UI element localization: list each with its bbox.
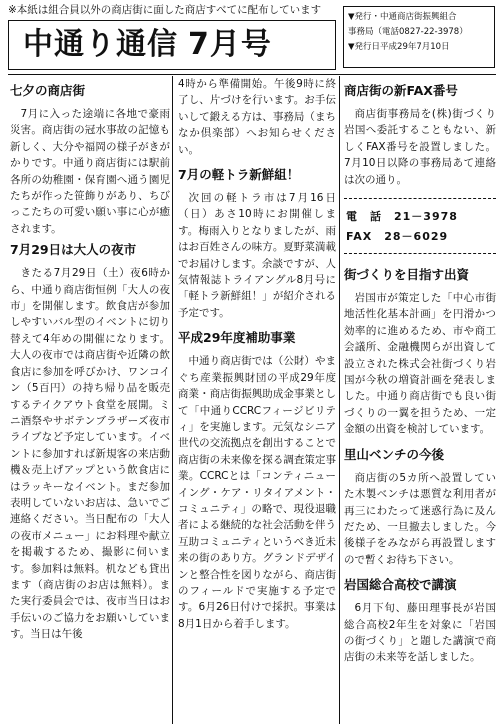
article-tanabata-title: 七夕の商店街: [10, 83, 86, 98]
column-divider-1: [172, 76, 173, 724]
contact-box: [344, 198, 496, 254]
contact-fax: FAX 28－6029: [346, 230, 449, 244]
column-divider-2: [339, 76, 340, 724]
article-investment-body: 岩国市が策定した「中心市街地活性化基本計画」を円滑かつ効率的に進めるため、市や商工会議所、金融機関らが出資して設立された株式会社街づくり岩国が今秋の増資計画を発表しました。中通り商店街でも良い街づくりの一翼を担うため、一定金額の出資を検討しています。: [344, 292, 496, 436]
article-lecture-body: 6月下旬、藤田理事長が岩国総合高校2年生を対象に「岩国の街づくり」と題した講演で商店街の未来等を話しました。: [344, 602, 496, 664]
publisher-phone: 事務局（電話0827-22-3978）: [348, 27, 468, 37]
article-bench-title: 里山ベンチの今後: [344, 446, 445, 462]
article-investment-title: 街づくりを目指す出資: [344, 267, 470, 283]
article-night-market-body: きたる7月29日（土）夜6時から、中通り商店街恒例「大人の夜市」を開催します。飲食店が参加しやすいバル型のイベントに切り替えて4年めの開催になります。大人の夜市では商店街や近隣の飲食店に参加を呼びかけ、ワンコイン（5百円）の持ち帰り品を販売するテイクアウト食堂を展開。ミニ酒祭やサボテンブラザーズ夜市ライブなど予定しています。イベントに参加すれば新規客の来店動機＆売上げアップという飲食店にはラッキーなイベント。まだ参加表明していないお店は、急いでご連絡ください。当日配布の「大人の夜市メニュー」にお料理や献立を掲載するため、撮影に伺います。参加料は無料。机なども貸出ます（商店街のお店は無料）。また実行委員会では、夜市当日はお手伝いのご協力をお願いしています。当日は午後: [10, 267, 170, 641]
article-bench-body: 商店街の5カ所へ設置していた木製ベンチは悪質な利用者が再三にわたって迷惑行為に及んだため、一旦撤去しました。今後様子をみながら再設置しますので暫くお待ち下さい。: [344, 471, 496, 566]
contact-phone: 電 話 21－3978: [346, 210, 458, 224]
article-night-market-continued: 4時から準備開始。午後9時に終了し、片づけを行います。お手伝いして鍛える方は、事務局（まちなか倶楽部）へお知らせください。: [178, 78, 336, 156]
publisher-line: ▼発行・中通商店街振興組合: [348, 12, 457, 22]
column-3: [344, 78, 496, 670]
article-lecture-title: 岩国総合高校で講演: [344, 577, 457, 593]
article-night-market-title: 7月29日は大人の夜市: [10, 242, 137, 258]
article-truck-market-body: 次回の軽トラ市は7月16日（日）あさ10時にお開催します。梅雨入りとなりましたが、雨はお百姓さんの味方。夏野菜満載でお届けします。余談ですが、人気情報誌トライアングル8月号に「軽トラ新鮮組！」が紹介される予定です。: [178, 192, 336, 319]
publisher-box: [343, 6, 495, 68]
article-subsidy-title: 平成29年度補助事業: [178, 330, 296, 346]
article-fax-title: 商店街の新FAX番号: [344, 83, 458, 98]
article-subsidy-body: 中通り商店街では（公財）やまぐち産業振興財団の平成29年度商業・商店街振興助成金事業として「中通りCCRCフィージビリティ」を実施します。元気なシニア世代の交流拠点を創出することで商店街の未来像を探る調査策定事業。CCRCとは「コンティニューイング・ケア・リタイアメント・コミュニティ」の略で、現役退職者による継続的な社会活動を伴う互助コミュニティというべき近未来の街のあり方。グランドデザインと整合性を図りながら、商店街のフィールドで実施する予定です。6月26日付けで採択。事業は8月1日から着手します。: [178, 355, 336, 630]
newsletter-name: 中通り通信: [23, 27, 178, 62]
header-rule: [8, 74, 496, 75]
article-tanabata-body: 7月に入った途端に各地で豪雨災害。商店街の冠水事故の記憶も新しく、大分や福岡の様子がきがかりです。中通り商店街には駅前各所の幼稚園・保育園へ通う園児たちが作った笹飾りがあり、ちびっこたちの可愛い願い事に心が癒されます。: [10, 108, 170, 235]
article-truck-market-title: 7月の軽トラ新鮮組！: [178, 167, 300, 183]
article-fax-body: 商店街事務局を(株)街づくり岩国へ委託することもない、新しくFAX番号を設置しました。7月10日以降の事務局あて連絡は次の通り。: [344, 108, 496, 186]
column-1: [10, 78, 170, 647]
column-2: [178, 76, 336, 636]
newsletter-title: [8, 20, 336, 70]
issue-label: 7月号: [188, 27, 272, 62]
publish-date: ▼発行日平成29年7月10日: [348, 42, 450, 52]
distribution-notice: ※本紙は組合員以外の商店街に面した商店すべてに配布しています: [8, 4, 322, 16]
